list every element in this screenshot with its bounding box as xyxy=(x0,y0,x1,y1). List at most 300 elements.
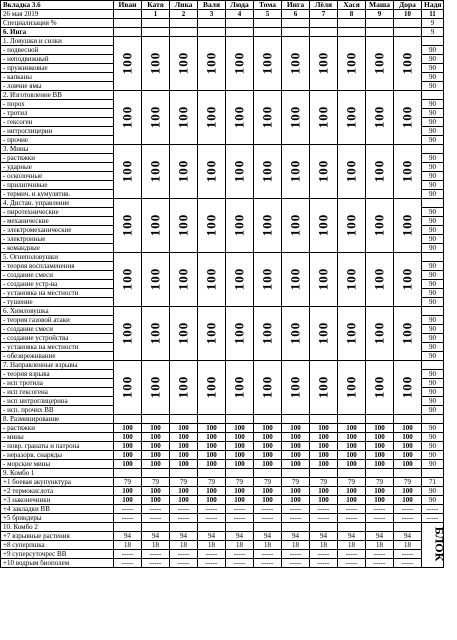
combo-row xyxy=(1,559,444,568)
big-value-cell xyxy=(198,253,226,307)
column-name: Лёля xyxy=(310,1,338,10)
combo-row xyxy=(1,496,444,505)
razmin-value: 100 xyxy=(198,460,226,469)
big-value: 100 xyxy=(371,51,387,74)
combo-value: 100 xyxy=(114,496,142,505)
razmin-value: 100 xyxy=(366,451,394,460)
big-value-cell xyxy=(282,253,310,307)
section-item: - пружинковые xyxy=(1,64,114,73)
big-value-cell xyxy=(114,307,142,361)
big-value: 100 xyxy=(259,375,275,398)
big-value-cell xyxy=(310,145,338,199)
combo-value: 18 xyxy=(198,541,226,550)
big-value: 100 xyxy=(287,321,303,344)
item-last-value: 90 xyxy=(422,100,444,109)
section-title-row xyxy=(1,415,444,424)
big-value: 100 xyxy=(259,51,275,74)
combo-value: ----- xyxy=(338,550,366,559)
combo-value: 100 xyxy=(338,487,366,496)
empty-cell xyxy=(282,28,310,37)
combo-value: ----- xyxy=(142,514,170,523)
combo-value: ----- xyxy=(254,550,282,559)
item-last-value: 90 xyxy=(422,433,444,442)
razmin-value: 100 xyxy=(114,433,142,442)
combo-value: ----- xyxy=(310,559,338,568)
combo-value: ----- xyxy=(282,505,310,514)
big-value: 100 xyxy=(147,213,163,236)
razmin-value: 100 xyxy=(170,451,198,460)
combo-value: ----- xyxy=(170,550,198,559)
big-value-cell xyxy=(310,307,338,361)
big-value: 100 xyxy=(259,159,275,182)
empty-cell xyxy=(338,28,366,37)
razmin-value: 100 xyxy=(254,433,282,442)
item-last-value: 90 xyxy=(422,460,444,469)
section-item: - ловчие ямы xyxy=(1,82,114,91)
razmin-value: 100 xyxy=(282,433,310,442)
empty-cell xyxy=(142,19,170,28)
big-value: 100 xyxy=(371,159,387,182)
combo-value: ----- xyxy=(142,559,170,568)
column-number: 3 xyxy=(198,10,226,19)
big-value: 100 xyxy=(287,375,303,398)
empty-cell xyxy=(226,415,254,424)
razmin-value: 100 xyxy=(282,424,310,433)
empty-cell xyxy=(114,415,142,424)
big-value: 100 xyxy=(343,213,359,236)
combo-value: ----- xyxy=(198,559,226,568)
section-item: - создание смеси xyxy=(1,325,114,334)
big-value: 100 xyxy=(343,375,359,398)
big-value: 100 xyxy=(175,321,191,344)
empty-cell xyxy=(226,523,254,532)
blok-label: БЛОК xyxy=(432,526,447,562)
combo-row xyxy=(1,532,444,541)
section-title-row xyxy=(1,145,444,154)
big-value: 100 xyxy=(399,213,415,236)
section-item: - механические xyxy=(1,217,114,226)
big-value-cell xyxy=(366,91,394,145)
section-title: 7. Направленные взрывы xyxy=(1,361,114,370)
combo-value: ----- xyxy=(114,514,142,523)
combo-row xyxy=(1,505,444,514)
section-item: - теория воспламенения xyxy=(1,262,114,271)
big-value-cell xyxy=(394,145,422,199)
combo-value: ----- xyxy=(366,505,394,514)
combo-value: ----- xyxy=(394,514,422,523)
big-value: 100 xyxy=(175,213,191,236)
empty-cell xyxy=(142,469,170,478)
section-item: - неразорв. снаряды xyxy=(1,451,114,460)
section-title: 4. Дистан. управление xyxy=(1,199,114,208)
combo-value: 18 xyxy=(394,541,422,550)
section-title: 8. Разминирование xyxy=(1,415,114,424)
razmin-value: 100 xyxy=(114,460,142,469)
section-item-row xyxy=(1,460,444,469)
combo-value: 100 xyxy=(310,487,338,496)
column-name: Дора xyxy=(394,1,422,10)
big-value-cell xyxy=(366,253,394,307)
combo-value: ----- xyxy=(198,505,226,514)
big-value: 100 xyxy=(175,267,191,290)
razmin-value: 100 xyxy=(198,451,226,460)
big-value-cell xyxy=(114,199,142,253)
section-item: - мины xyxy=(1,433,114,442)
empty-cell xyxy=(422,199,444,208)
big-value: 100 xyxy=(147,267,163,290)
combo-value: ----- xyxy=(254,505,282,514)
combo-value: ----- xyxy=(338,514,366,523)
combo-value: ----- xyxy=(198,550,226,559)
item-last-value: 90 xyxy=(422,181,444,190)
big-value-cell xyxy=(282,91,310,145)
empty-cell xyxy=(394,415,422,424)
combo-value: 79 xyxy=(282,478,310,487)
section-item: - порох xyxy=(1,100,114,109)
combo-label: +1 боевая акупунктура xyxy=(1,478,114,487)
razmin-value: 100 xyxy=(142,433,170,442)
combo-value: ----- xyxy=(170,559,198,568)
combo-row xyxy=(1,541,444,550)
empty-cell xyxy=(310,415,338,424)
combo-label: +7 взрывные растения xyxy=(1,532,114,541)
combo-value: ----- xyxy=(198,514,226,523)
combo-label: +9 суперсуточрес ВВ xyxy=(1,550,114,559)
empty-cell xyxy=(254,523,282,532)
combo-value: 79 xyxy=(366,478,394,487)
razmin-value: 100 xyxy=(366,442,394,451)
empty-cell xyxy=(338,19,366,28)
combo-value: 79 xyxy=(170,478,198,487)
big-value-cell xyxy=(338,307,366,361)
big-value-cell xyxy=(394,307,422,361)
number-row xyxy=(1,10,444,19)
section-item: - гексоген xyxy=(1,118,114,127)
razmin-value: 100 xyxy=(310,460,338,469)
section-item: - исп тротила xyxy=(1,379,114,388)
section-title: 1. Ловушки и силки xyxy=(1,37,114,46)
combo-value: ----- xyxy=(422,514,444,523)
big-value-cell xyxy=(338,37,366,91)
column-number: 5 xyxy=(254,10,282,19)
combo-value: 18 xyxy=(338,541,366,550)
big-value-cell xyxy=(338,91,366,145)
big-value: 100 xyxy=(399,375,415,398)
big-value: 100 xyxy=(175,375,191,398)
section-item: - повр. гранаты и патрона xyxy=(1,442,114,451)
razmin-value: 100 xyxy=(338,442,366,451)
section-item-row xyxy=(1,424,444,433)
column-name: Катя xyxy=(142,1,170,10)
big-value: 100 xyxy=(175,105,191,128)
combo-value: 18 xyxy=(114,541,142,550)
empty-cell xyxy=(170,28,198,37)
combo-value: 71 xyxy=(422,478,444,487)
big-value-cell xyxy=(338,361,366,415)
section-title: 9. Комбо 1 xyxy=(1,469,114,478)
section-item: - создание устройства xyxy=(1,334,114,343)
razmin-value: 100 xyxy=(366,460,394,469)
item-last-value: 90 xyxy=(422,289,444,298)
blok-cell xyxy=(422,523,447,568)
combo-value: 94 xyxy=(198,532,226,541)
big-value-cell xyxy=(114,145,142,199)
combo-value: 100 xyxy=(226,496,254,505)
section-item: - нитроглицерин xyxy=(1,127,114,136)
empty-cell xyxy=(114,469,142,478)
combo-value: 79 xyxy=(310,478,338,487)
combo-value: 100 xyxy=(142,487,170,496)
big-value: 100 xyxy=(147,159,163,182)
empty-cell xyxy=(394,523,422,532)
big-value: 100 xyxy=(231,213,247,236)
section-title-row xyxy=(1,91,444,100)
combo-value: 100 xyxy=(394,487,422,496)
big-value-cell xyxy=(254,307,282,361)
column-number: 2 xyxy=(170,10,198,19)
column-number: 7 xyxy=(310,10,338,19)
big-value-cell xyxy=(366,199,394,253)
specialization-value: 9 xyxy=(422,19,444,28)
big-value: 100 xyxy=(287,51,303,74)
item-last-value: 90 xyxy=(422,118,444,127)
item-last-value: 90 xyxy=(422,271,444,280)
section-item: - растяжки xyxy=(1,154,114,163)
big-value: 100 xyxy=(231,105,247,128)
section-item: - теория взрыва xyxy=(1,370,114,379)
section-item: - электронные xyxy=(1,235,114,244)
combo-value: 100 xyxy=(310,496,338,505)
combo-value: 100 xyxy=(198,487,226,496)
big-value-cell xyxy=(310,37,338,91)
big-value-cell xyxy=(198,199,226,253)
item-last-value: 90 xyxy=(422,55,444,64)
section-item: - тушение xyxy=(1,298,114,307)
section-title: 10. Комбо 2 xyxy=(1,523,114,532)
column-number: 8 xyxy=(338,10,366,19)
big-value-cell xyxy=(254,361,282,415)
empty-cell xyxy=(198,28,226,37)
item-last-value: 90 xyxy=(422,172,444,181)
section-item: - электромеханические xyxy=(1,226,114,235)
big-value: 100 xyxy=(343,159,359,182)
combo-value: ----- xyxy=(366,550,394,559)
razmin-value: 100 xyxy=(198,433,226,442)
razmin-value: 100 xyxy=(394,433,422,442)
razmin-value: 100 xyxy=(394,442,422,451)
empty-cell xyxy=(114,523,142,532)
combo-value: ----- xyxy=(170,514,198,523)
section-title: 2. Изготовление ВВ xyxy=(1,91,114,100)
combo-label: +3 наконечники xyxy=(1,496,114,505)
razmin-value: 100 xyxy=(310,424,338,433)
big-value: 100 xyxy=(287,159,303,182)
empty-cell xyxy=(170,19,198,28)
big-value-cell xyxy=(114,91,142,145)
big-value-cell xyxy=(366,145,394,199)
combo-value: 100 xyxy=(170,487,198,496)
big-value: 100 xyxy=(287,213,303,236)
empty-cell xyxy=(422,469,444,478)
razmin-value: 100 xyxy=(226,460,254,469)
item-last-value: 90 xyxy=(422,316,444,325)
item-last-value: 90 xyxy=(422,424,444,433)
big-value: 100 xyxy=(147,321,163,344)
razmin-value: 100 xyxy=(394,460,422,469)
big-value: 100 xyxy=(119,51,135,74)
big-value: 100 xyxy=(231,159,247,182)
big-value: 100 xyxy=(287,267,303,290)
section-item: - создание устр-ва xyxy=(1,280,114,289)
big-value: 100 xyxy=(399,159,415,182)
empty-cell xyxy=(338,523,366,532)
combo-label: +5 бриндеры xyxy=(1,514,114,523)
item-last-value: 90 xyxy=(422,298,444,307)
section-item-row xyxy=(1,433,444,442)
big-value: 100 xyxy=(399,105,415,128)
combo-label: +2 термокислота xyxy=(1,487,114,496)
section-title: 6. Химловушка xyxy=(1,307,114,316)
big-value-cell xyxy=(254,37,282,91)
item-last-value: 90 xyxy=(422,46,444,55)
big-value-cell xyxy=(282,307,310,361)
section-item: - установка на местности xyxy=(1,289,114,298)
section-item: - командные xyxy=(1,244,114,253)
empty-cell xyxy=(142,415,170,424)
column-number xyxy=(114,10,142,19)
razmin-value: 100 xyxy=(394,451,422,460)
razmin-value: 100 xyxy=(114,442,142,451)
razmin-value: 100 xyxy=(310,433,338,442)
combo-value: ----- xyxy=(282,559,310,568)
empty-cell xyxy=(310,523,338,532)
combo-value: 18 xyxy=(142,541,170,550)
empty-cell xyxy=(366,523,394,532)
big-value-cell xyxy=(114,37,142,91)
combo-value: ----- xyxy=(394,559,422,568)
big-value: 100 xyxy=(203,213,219,236)
empty-cell xyxy=(422,361,444,370)
big-value-cell xyxy=(282,361,310,415)
big-value-cell xyxy=(254,199,282,253)
section-item-row xyxy=(1,442,444,451)
big-value-cell xyxy=(170,253,198,307)
razmin-value: 100 xyxy=(170,442,198,451)
big-value: 100 xyxy=(259,105,275,128)
combo-value: 100 xyxy=(282,487,310,496)
combo-value: 94 xyxy=(338,532,366,541)
razmin-value: 100 xyxy=(282,451,310,460)
combo-value: ----- xyxy=(142,550,170,559)
empty-cell xyxy=(422,253,444,262)
combo-value: ----- xyxy=(366,514,394,523)
razmin-value: 100 xyxy=(170,424,198,433)
big-value-cell xyxy=(114,253,142,307)
big-value-cell xyxy=(282,199,310,253)
empty-cell xyxy=(254,28,282,37)
big-value: 100 xyxy=(315,213,331,236)
big-value: 100 xyxy=(259,321,275,344)
combo-value: ----- xyxy=(226,505,254,514)
item-last-value: 90 xyxy=(422,136,444,145)
empty-cell xyxy=(282,415,310,424)
big-value: 100 xyxy=(203,51,219,74)
razmin-value: 100 xyxy=(114,424,142,433)
razmin-value: 100 xyxy=(226,451,254,460)
column-number: 4 xyxy=(226,10,254,19)
combo-value: 90 xyxy=(422,496,444,505)
combo-value: ----- xyxy=(226,514,254,523)
big-value: 100 xyxy=(203,321,219,344)
specialization-row xyxy=(1,19,444,28)
big-value-cell xyxy=(170,307,198,361)
razmin-value: 100 xyxy=(366,424,394,433)
section-title-row xyxy=(1,37,444,46)
section-item: - исп. прочих ВВ xyxy=(1,406,114,415)
combo-value: 18 xyxy=(282,541,310,550)
item-last-value: 90 xyxy=(422,262,444,271)
item-last-value: 90 xyxy=(422,217,444,226)
section-item: - морские мины xyxy=(1,460,114,469)
combo-value: ----- xyxy=(226,559,254,568)
empty-cell xyxy=(366,28,394,37)
combo-value: ----- xyxy=(310,514,338,523)
razmin-value: 100 xyxy=(142,424,170,433)
combo-label: +8 суперпшка xyxy=(1,541,114,550)
section-title-row xyxy=(1,469,444,478)
combo-value: ----- xyxy=(422,505,444,514)
big-value-cell xyxy=(142,253,170,307)
big-value: 100 xyxy=(203,267,219,290)
combo-value: 94 xyxy=(310,532,338,541)
big-value: 100 xyxy=(147,105,163,128)
combo-value: 100 xyxy=(142,496,170,505)
combo-value: 94 xyxy=(254,532,282,541)
razmin-value: 100 xyxy=(394,424,422,433)
sheet-date: 26 мая 2019 xyxy=(1,10,114,19)
big-value: 100 xyxy=(231,267,247,290)
section-item: - капканы xyxy=(1,73,114,82)
big-value-cell xyxy=(366,307,394,361)
combo-value: ----- xyxy=(310,550,338,559)
column-number: 11 xyxy=(422,10,444,19)
big-value-cell xyxy=(338,145,366,199)
big-value-cell xyxy=(198,307,226,361)
empty-cell xyxy=(422,145,444,154)
column-name: Тома xyxy=(254,1,282,10)
razmin-value: 100 xyxy=(282,442,310,451)
empty-cell xyxy=(282,523,310,532)
big-value: 100 xyxy=(259,213,275,236)
big-value-cell xyxy=(394,91,422,145)
combo-row xyxy=(1,550,444,559)
razmin-value: 100 xyxy=(254,451,282,460)
big-value: 100 xyxy=(343,51,359,74)
empty-cell xyxy=(114,28,142,37)
big-value: 100 xyxy=(119,105,135,128)
combo-value: ----- xyxy=(114,559,142,568)
big-value-cell xyxy=(114,361,142,415)
big-value: 100 xyxy=(399,267,415,290)
big-value-cell xyxy=(226,253,254,307)
combo-value: 18 xyxy=(170,541,198,550)
big-value: 100 xyxy=(175,159,191,182)
item-last-value: 90 xyxy=(422,208,444,217)
column-name: Маша xyxy=(366,1,394,10)
section-item: - тротил xyxy=(1,109,114,118)
combo-value: ----- xyxy=(394,505,422,514)
empty-cell xyxy=(310,19,338,28)
